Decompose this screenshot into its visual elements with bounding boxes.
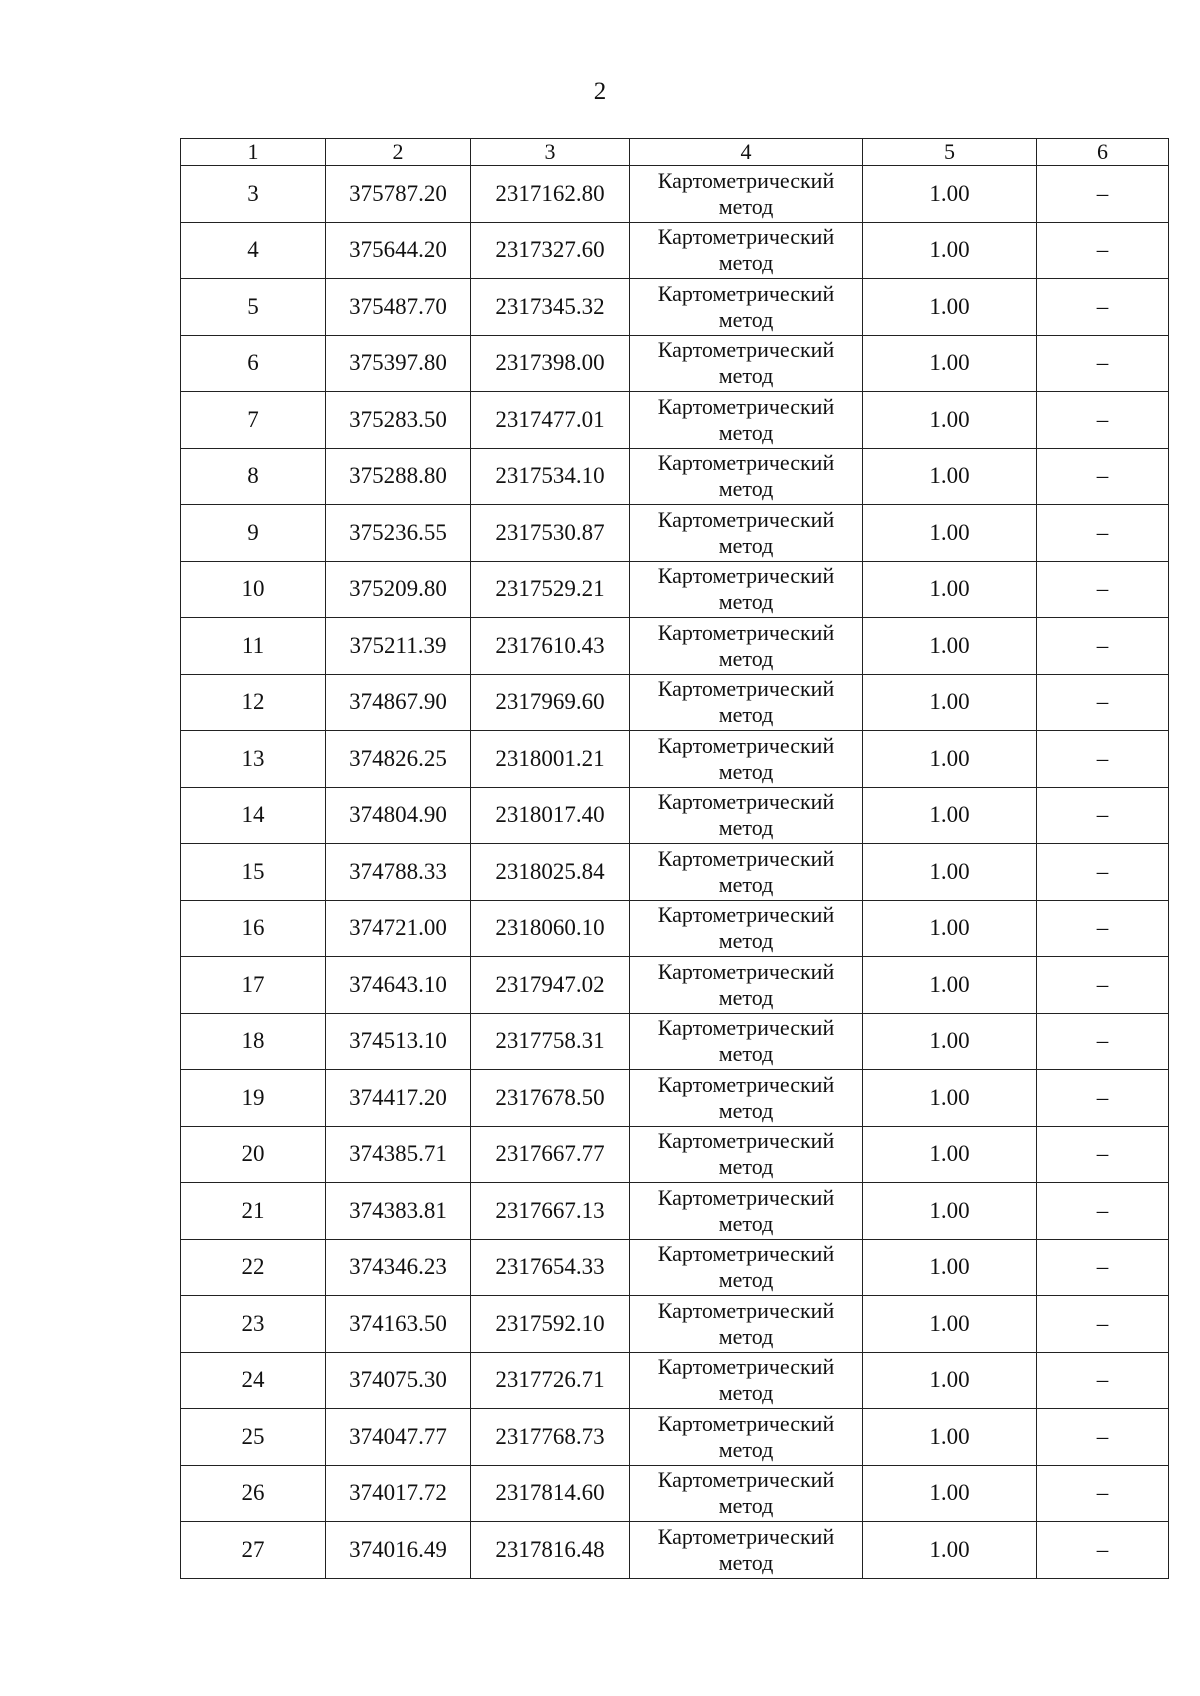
method-line-2: метод <box>718 363 774 389</box>
method-line-2: метод <box>718 645 774 671</box>
y-coordinate-cell: 2318025.84 <box>471 844 630 901</box>
y-coordinate-cell: 2317327.60 <box>471 222 630 279</box>
y-coordinate-cell: 2317814.60 <box>471 1465 630 1522</box>
method-cell <box>630 618 863 675</box>
accuracy-cell: 1.00 <box>863 731 1037 788</box>
x-coordinate-cell: 374867.90 <box>326 674 471 731</box>
column-number-1: 1 <box>181 139 326 166</box>
note-cell: – <box>1037 674 1169 731</box>
y-coordinate-cell: 2317667.13 <box>471 1183 630 1240</box>
method-cell <box>630 957 863 1014</box>
method-cell <box>630 335 863 392</box>
method-line-2: метод <box>718 1041 774 1067</box>
accuracy-cell: 1.00 <box>863 1296 1037 1353</box>
y-coordinate-cell: 2318001.21 <box>471 731 630 788</box>
method-line-1: Картометрический <box>657 1354 835 1380</box>
point-number-cell: 26 <box>181 1465 326 1522</box>
method-cell <box>630 674 863 731</box>
table-row <box>181 1352 1169 1409</box>
method-line-1: Картометрический <box>657 902 835 928</box>
method-line-2: метод <box>718 1097 774 1123</box>
accuracy-cell: 1.00 <box>863 335 1037 392</box>
method-cell <box>630 392 863 449</box>
note-cell: – <box>1037 1522 1169 1579</box>
method-line-2: метод <box>718 702 774 728</box>
point-number-cell: 11 <box>181 618 326 675</box>
x-coordinate-cell: 375211.39 <box>326 618 471 675</box>
x-coordinate-cell: 374513.10 <box>326 1013 471 1070</box>
accuracy-cell: 1.00 <box>863 1522 1037 1579</box>
method-cell <box>630 1409 863 1466</box>
point-number-cell: 5 <box>181 279 326 336</box>
method-line-2: метод <box>718 193 774 219</box>
method-cell <box>630 1522 863 1579</box>
table-row <box>181 844 1169 901</box>
point-number-cell: 25 <box>181 1409 326 1466</box>
point-number-cell: 16 <box>181 900 326 957</box>
accuracy-cell: 1.00 <box>863 1465 1037 1522</box>
column-number-5: 5 <box>863 139 1037 166</box>
point-number-cell: 27 <box>181 1522 326 1579</box>
x-coordinate-cell: 375397.80 <box>326 335 471 392</box>
method-line-1: Картометрический <box>657 1523 835 1549</box>
accuracy-cell: 1.00 <box>863 166 1037 223</box>
accuracy-cell: 1.00 <box>863 1183 1037 1240</box>
method-line-2: метод <box>718 1493 774 1519</box>
method-cell <box>630 787 863 844</box>
note-cell: – <box>1037 1409 1169 1466</box>
note-cell: – <box>1037 279 1169 336</box>
method-cell <box>630 1239 863 1296</box>
method-cell <box>630 505 863 562</box>
point-number-cell: 20 <box>181 1126 326 1183</box>
point-number-cell: 24 <box>181 1352 326 1409</box>
table-row <box>181 1522 1169 1579</box>
accuracy-cell: 1.00 <box>863 618 1037 675</box>
method-line-2: метод <box>718 250 774 276</box>
table-row <box>181 1183 1169 1240</box>
table-row <box>181 787 1169 844</box>
note-cell: – <box>1037 448 1169 505</box>
note-cell: – <box>1037 335 1169 392</box>
point-number-cell: 17 <box>181 957 326 1014</box>
method-cell <box>630 1070 863 1127</box>
table-row <box>181 731 1169 788</box>
y-coordinate-cell: 2317678.50 <box>471 1070 630 1127</box>
y-coordinate-cell: 2317345.32 <box>471 279 630 336</box>
method-cell <box>630 279 863 336</box>
point-number-cell: 8 <box>181 448 326 505</box>
method-line-1: Картометрический <box>657 1071 835 1097</box>
note-cell: – <box>1037 900 1169 957</box>
x-coordinate-cell: 374385.71 <box>326 1126 471 1183</box>
method-line-2: метод <box>718 1323 774 1349</box>
table-row <box>181 222 1169 279</box>
x-coordinate-cell: 375236.55 <box>326 505 471 562</box>
x-coordinate-cell: 374804.90 <box>326 787 471 844</box>
y-coordinate-cell: 2317398.00 <box>471 335 630 392</box>
method-line-2: метод <box>718 1210 774 1236</box>
point-number-cell: 18 <box>181 1013 326 1070</box>
method-line-2: метод <box>718 1549 774 1575</box>
note-cell: – <box>1037 1013 1169 1070</box>
table-row <box>181 505 1169 562</box>
method-cell <box>630 561 863 618</box>
note-cell: – <box>1037 505 1169 562</box>
accuracy-cell: 1.00 <box>863 448 1037 505</box>
table-row <box>181 618 1169 675</box>
y-coordinate-cell: 2317162.80 <box>471 166 630 223</box>
x-coordinate-cell: 375283.50 <box>326 392 471 449</box>
table-row <box>181 335 1169 392</box>
note-cell: – <box>1037 1183 1169 1240</box>
y-coordinate-cell: 2317758.31 <box>471 1013 630 1070</box>
note-cell: – <box>1037 222 1169 279</box>
method-line-2: метод <box>718 532 774 558</box>
method-line-1: Картометрический <box>657 450 835 476</box>
accuracy-cell: 1.00 <box>863 844 1037 901</box>
table-row <box>181 1013 1169 1070</box>
method-line-1: Картометрический <box>657 506 835 532</box>
method-line-2: метод <box>718 589 774 615</box>
note-cell: – <box>1037 1239 1169 1296</box>
x-coordinate-cell: 374047.77 <box>326 1409 471 1466</box>
y-coordinate-cell: 2317592.10 <box>471 1296 630 1353</box>
note-cell: – <box>1037 618 1169 675</box>
accuracy-cell: 1.00 <box>863 1352 1037 1409</box>
x-coordinate-cell: 374788.33 <box>326 844 471 901</box>
x-coordinate-cell: 374075.30 <box>326 1352 471 1409</box>
accuracy-cell: 1.00 <box>863 787 1037 844</box>
note-cell: – <box>1037 1296 1169 1353</box>
note-cell: – <box>1037 957 1169 1014</box>
x-coordinate-cell: 375787.20 <box>326 166 471 223</box>
method-line-1: Картометрический <box>657 789 835 815</box>
y-coordinate-cell: 2317947.02 <box>471 957 630 1014</box>
accuracy-cell: 1.00 <box>863 674 1037 731</box>
accuracy-cell: 1.00 <box>863 279 1037 336</box>
method-line-1: Картометрический <box>657 563 835 589</box>
y-coordinate-cell: 2317654.33 <box>471 1239 630 1296</box>
method-cell <box>630 731 863 788</box>
x-coordinate-cell: 375209.80 <box>326 561 471 618</box>
accuracy-cell: 1.00 <box>863 392 1037 449</box>
table-row <box>181 1239 1169 1296</box>
point-number-cell: 21 <box>181 1183 326 1240</box>
method-cell <box>630 1126 863 1183</box>
accuracy-cell: 1.00 <box>863 505 1037 562</box>
method-cell <box>630 1183 863 1240</box>
note-cell: – <box>1037 1352 1169 1409</box>
x-coordinate-cell: 374346.23 <box>326 1239 471 1296</box>
column-number-2: 2 <box>326 139 471 166</box>
note-cell: – <box>1037 1070 1169 1127</box>
method-line-1: Картометрический <box>657 337 835 363</box>
method-line-1: Картометрический <box>657 393 835 419</box>
method-line-1: Картометрический <box>657 676 835 702</box>
table-row <box>181 448 1169 505</box>
coordinates-table <box>180 138 1169 1579</box>
y-coordinate-cell: 2317768.73 <box>471 1409 630 1466</box>
method-line-2: метод <box>718 476 774 502</box>
table-row <box>181 392 1169 449</box>
note-cell: – <box>1037 1465 1169 1522</box>
x-coordinate-cell: 374643.10 <box>326 957 471 1014</box>
x-coordinate-cell: 374826.25 <box>326 731 471 788</box>
x-coordinate-cell: 374721.00 <box>326 900 471 957</box>
column-number-6: 6 <box>1037 139 1169 166</box>
table-row <box>181 1465 1169 1522</box>
method-line-1: Картометрический <box>657 1410 835 1436</box>
table-row <box>181 674 1169 731</box>
table-row <box>181 1296 1169 1353</box>
point-number-cell: 6 <box>181 335 326 392</box>
y-coordinate-cell: 2317477.01 <box>471 392 630 449</box>
y-coordinate-cell: 2318017.40 <box>471 787 630 844</box>
point-number-cell: 9 <box>181 505 326 562</box>
note-cell: – <box>1037 561 1169 618</box>
method-line-1: Картометрический <box>657 845 835 871</box>
y-coordinate-cell: 2317529.21 <box>471 561 630 618</box>
page-number: 2 <box>593 78 607 105</box>
method-line-1: Картометрический <box>657 1467 835 1493</box>
point-number-cell: 10 <box>181 561 326 618</box>
x-coordinate-cell: 374016.49 <box>326 1522 471 1579</box>
method-cell <box>630 844 863 901</box>
method-line-2: метод <box>718 758 774 784</box>
accuracy-cell: 1.00 <box>863 1013 1037 1070</box>
note-cell: – <box>1037 166 1169 223</box>
note-cell: – <box>1037 731 1169 788</box>
x-coordinate-cell: 374383.81 <box>326 1183 471 1240</box>
accuracy-cell: 1.00 <box>863 561 1037 618</box>
note-cell: – <box>1037 1126 1169 1183</box>
y-coordinate-cell: 2317534.10 <box>471 448 630 505</box>
note-cell: – <box>1037 787 1169 844</box>
method-line-1: Картометрический <box>657 619 835 645</box>
method-cell <box>630 900 863 957</box>
coordinates-table-body <box>181 139 1169 1579</box>
method-cell <box>630 448 863 505</box>
point-number-cell: 4 <box>181 222 326 279</box>
method-cell <box>630 222 863 279</box>
y-coordinate-cell: 2317530.87 <box>471 505 630 562</box>
point-number-cell: 12 <box>181 674 326 731</box>
method-line-2: метод <box>718 1154 774 1180</box>
note-cell: – <box>1037 392 1169 449</box>
method-line-1: Картометрический <box>657 224 835 250</box>
method-line-1: Картометрический <box>657 280 835 306</box>
table-row <box>181 900 1169 957</box>
accuracy-cell: 1.00 <box>863 222 1037 279</box>
column-number-row <box>181 139 1169 166</box>
method-cell <box>630 1013 863 1070</box>
y-coordinate-cell: 2317726.71 <box>471 1352 630 1409</box>
method-line-2: метод <box>718 871 774 897</box>
method-line-1: Картометрический <box>657 1184 835 1210</box>
method-line-2: метод <box>718 815 774 841</box>
point-number-cell: 23 <box>181 1296 326 1353</box>
method-line-2: метод <box>718 984 774 1010</box>
x-coordinate-cell: 374417.20 <box>326 1070 471 1127</box>
method-line-1: Картометрический <box>657 1241 835 1267</box>
method-line-2: метод <box>718 1267 774 1293</box>
method-line-1: Картометрический <box>657 167 835 193</box>
accuracy-cell: 1.00 <box>863 1126 1037 1183</box>
method-cell <box>630 1465 863 1522</box>
note-cell: – <box>1037 844 1169 901</box>
method-line-2: метод <box>718 306 774 332</box>
method-line-1: Картометрический <box>657 1297 835 1323</box>
point-number-cell: 15 <box>181 844 326 901</box>
y-coordinate-cell: 2317816.48 <box>471 1522 630 1579</box>
accuracy-cell: 1.00 <box>863 1070 1037 1127</box>
accuracy-cell: 1.00 <box>863 900 1037 957</box>
point-number-cell: 13 <box>181 731 326 788</box>
accuracy-cell: 1.00 <box>863 1409 1037 1466</box>
table-row <box>181 957 1169 1014</box>
method-line-1: Картометрический <box>657 732 835 758</box>
y-coordinate-cell: 2317969.60 <box>471 674 630 731</box>
x-coordinate-cell: 375487.70 <box>326 279 471 336</box>
method-line-2: метод <box>718 1436 774 1462</box>
column-number-4: 4 <box>630 139 863 166</box>
column-number-3: 3 <box>471 139 630 166</box>
method-cell <box>630 1352 863 1409</box>
point-number-cell: 3 <box>181 166 326 223</box>
y-coordinate-cell: 2317610.43 <box>471 618 630 675</box>
method-line-1: Картометрический <box>657 1015 835 1041</box>
table-row <box>181 279 1169 336</box>
method-line-2: метод <box>718 419 774 445</box>
x-coordinate-cell: 374017.72 <box>326 1465 471 1522</box>
table-row <box>181 166 1169 223</box>
accuracy-cell: 1.00 <box>863 1239 1037 1296</box>
point-number-cell: 7 <box>181 392 326 449</box>
method-cell <box>630 1296 863 1353</box>
method-line-2: метод <box>718 1380 774 1406</box>
method-line-2: метод <box>718 928 774 954</box>
x-coordinate-cell: 374163.50 <box>326 1296 471 1353</box>
point-number-cell: 14 <box>181 787 326 844</box>
accuracy-cell: 1.00 <box>863 957 1037 1014</box>
method-cell <box>630 166 863 223</box>
table-row <box>181 1409 1169 1466</box>
method-line-1: Картометрический <box>657 958 835 984</box>
table-row <box>181 1070 1169 1127</box>
x-coordinate-cell: 375644.20 <box>326 222 471 279</box>
x-coordinate-cell: 375288.80 <box>326 448 471 505</box>
y-coordinate-cell: 2318060.10 <box>471 900 630 957</box>
point-number-cell: 22 <box>181 1239 326 1296</box>
method-line-1: Картометрический <box>657 1128 835 1154</box>
table-row <box>181 1126 1169 1183</box>
point-number-cell: 19 <box>181 1070 326 1127</box>
table-row <box>181 561 1169 618</box>
y-coordinate-cell: 2317667.77 <box>471 1126 630 1183</box>
